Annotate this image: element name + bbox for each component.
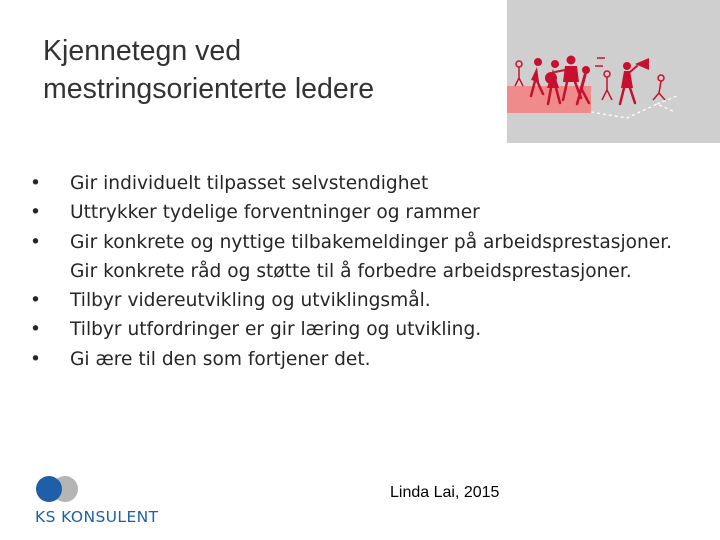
bullet-dot: • — [30, 173, 41, 194]
list-item — [30, 345, 690, 374]
slide-title: Kjennetegn ved mestringsorienterte ledere — [43, 35, 375, 105]
bullet-dot: • — [30, 202, 41, 224]
list-item — [30, 198, 690, 227]
teamwork-illustration — [507, 0, 720, 143]
bullet-dot: • — [30, 319, 41, 341]
bullet-dot: • — [30, 348, 41, 370]
bullet-list — [30, 169, 690, 374]
list-item — [30, 286, 690, 315]
bullet-text: Gi ære til den som fortjener det. — [70, 348, 371, 370]
list-item — [30, 228, 690, 287]
bullet-text: Tilbyr videreutvikling og utviklingsmål. — [70, 290, 431, 312]
bullet-dot: • — [30, 290, 41, 312]
ks-konsulent-logo — [35, 475, 195, 530]
teamwork-figures-illustration — [507, 0, 720, 143]
author-credit: Linda Lai, 2015 — [390, 484, 500, 501]
list-item — [30, 169, 690, 198]
bullet-dot: • — [30, 231, 41, 253]
list-item — [30, 315, 690, 344]
bullet-text: Tilbyr utfordringer er gir læring og utvikling. — [70, 319, 482, 341]
two-circles-logo-icon — [35, 475, 83, 505]
bullet-text: Uttrykker tydelige forventninger og rammer — [70, 202, 480, 224]
bullet-text: Gir konkrete og nyttige tilbakemeldinger på arbeidsprestasjoner. Gir konkrete råd og støtte til å forbedre arbeidsprestasjoner. — [70, 231, 673, 282]
logo-text: KS KONSULENT — [35, 508, 159, 526]
bullet-text: Gir individuelt tilpasset selvstendighet — [70, 173, 429, 194]
